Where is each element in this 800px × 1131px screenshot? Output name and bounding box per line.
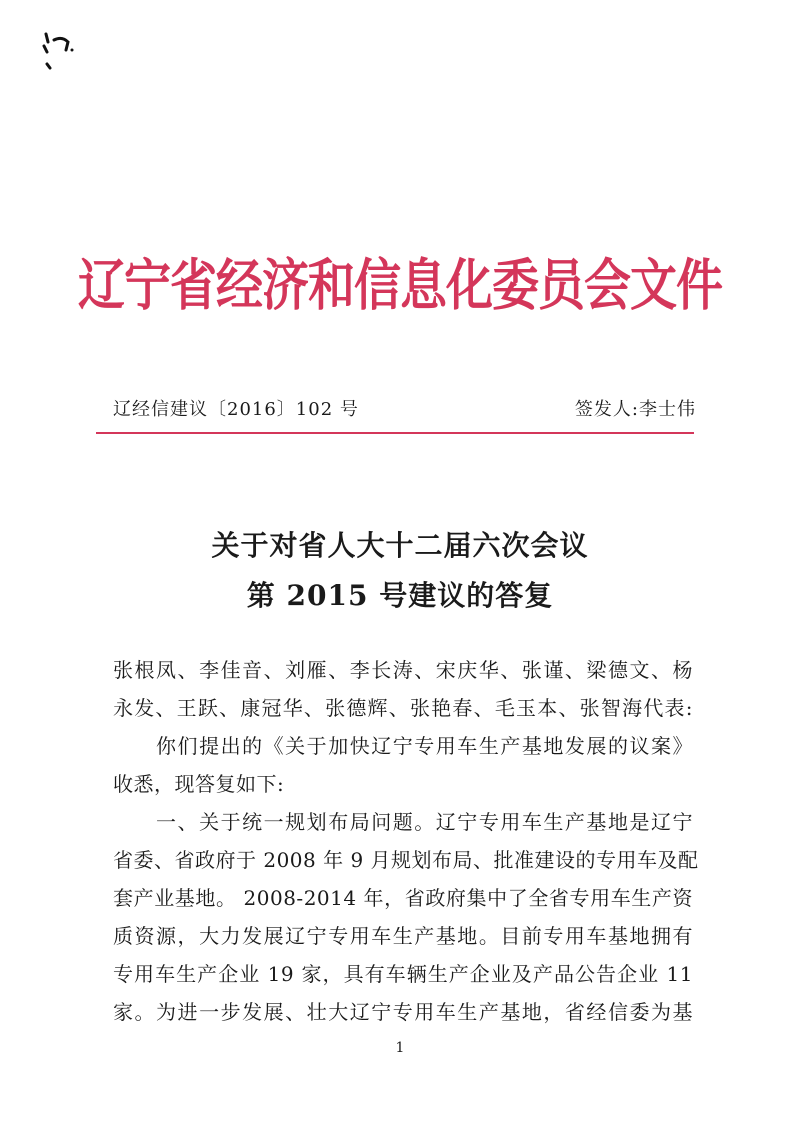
body-line: 家。为进一步发展、壮大辽宁专用车生产基地，省经信委为基 [113,1000,693,1024]
scan-mark-icon [38,28,78,78]
signer: 签发人:李士伟 [574,399,696,420]
body-line: 省委、省政府于 2008 年 9 月规划布局、批准建设的专用车及配 [113,848,699,872]
body-line: 一、关于统一规划布局问题。辽宁专用车生产基地是辽宁 [113,810,693,834]
reply-title-line-1: 关于对省人大十二届六次会议 [211,529,589,562]
body-line: 张根凤、李佳音、刘雁、李长涛、宋庆华、张谨、梁德文、杨 [113,658,693,682]
issuer-title: 辽宁省经济和信息化委员会文件 [78,253,722,319]
body-line: 专用车生产企业 19 家，具有车辆生产企业及产品公告企业 11 [113,962,693,986]
body-line: 质资源，大力发展辽宁专用车生产基地。目前专用车基地拥有 [113,924,693,948]
body-line: 永发、王跃、康冠华、张德辉、张艳春、毛玉本、张智海代表: [113,696,693,720]
red-divider [96,432,694,434]
page-number: 1 [395,1040,405,1056]
document-number: 辽经信建议〔2016〕102 号 [113,399,359,420]
reply-title-line-2: 第 2015 号建议的答复 [246,579,554,612]
body-line: 套产业基地。 2008-2014 年，省政府集中了全省专用车生产资 [113,886,693,910]
body-line: 你们提出的《关于加快辽宁专用车生产基地发展的议案》 [113,734,693,758]
body-line: 收悉，现答复如下: [113,772,285,796]
